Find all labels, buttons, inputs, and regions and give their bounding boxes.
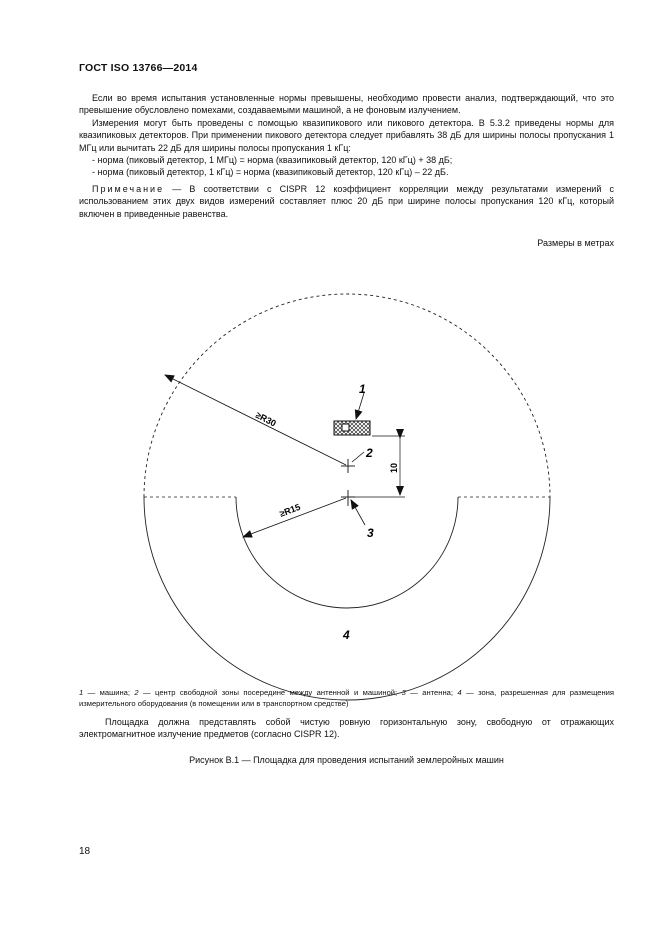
legend-num-4: 4 (457, 688, 462, 697)
legend-text-2: — центр свободной зоны посередине между антенной и машиной; (138, 688, 402, 697)
outer-boundary-upper (144, 294, 550, 497)
legend-num-2: 2 (134, 688, 139, 697)
bullet-2: - норма (пиковый детектор, 1 кГц) = норма (квазипиковый детектор, 120 кГц) – 22 дБ. (92, 167, 449, 178)
figure-legend (79, 688, 614, 709)
item-label-3: 3 (367, 526, 374, 540)
dim-label-r30: ≥R30 (254, 409, 278, 429)
outer-boundary-lower (144, 497, 550, 700)
legend-text-3: — антенна; (405, 688, 458, 697)
legend-text-1: — машина; (83, 688, 135, 697)
leader-2 (352, 452, 364, 462)
units-note: Размеры в метрах (537, 238, 614, 248)
document-header: ГОСТ ISO 13766—2014 (79, 62, 198, 74)
note-label: Примечание (92, 183, 165, 194)
note-text: — В соответствии с CISPR 12 коэффициент корреляции между результатами измерений с использованием этих двух видов измерений составляет плюс 20 дБ при ширине полосы пропускания 120 кГц, который включен в приведенные равенства. (79, 183, 614, 219)
bullet-1: - норма (пиковый детектор, 1 МГц) = норма (квазипиковый детектор, 120 кГц) + 38 дБ; (92, 155, 453, 166)
machine-symbol (334, 421, 370, 435)
r30-radius-line (165, 375, 346, 465)
legend-num-3: 3 (401, 688, 406, 697)
item-label-2: 2 (366, 446, 373, 460)
dim-label-r15: ≥R15 (278, 501, 302, 519)
machine-inner-square (342, 424, 349, 431)
site-requirement-paragraph: Площадка должна представлять собой чистую ровную горизонтальную зону, свободную от отражающих электромагнитное излучение предметов (согласно CISPR 12). (79, 717, 614, 740)
figure-title: Рисунок В.1 — Площадка для проведения испытаний землеройных машин (189, 755, 504, 765)
leader-1 (356, 393, 364, 419)
item-label-1: 1 (359, 382, 366, 396)
legend-text-4: — зона, разрешенная для размещения измерительного оборудования (в помещении или в транспортном средстве) (79, 688, 615, 708)
item-label-4: 4 (343, 628, 350, 642)
paragraph-1: Если во время испытания установленные нормы превышены, необходимо провести анализ, подтверждающий, что это превышение обусловлено помехами, создаваемыми машиной, а не фоновым излучением. (79, 93, 614, 116)
paragraph-2: Измерения могут быть проведены с помощью квазипикового или пикового детектора. В 5.3.2 приведены нормы для квазипиковых детекторов. При применении пикового детектора следует прибавлять 38 дБ для ширины полосы пропускания 1 МГц или вычитать 22 дБ для ширины полосы пропускания 1 кГц: (79, 117, 614, 153)
leader-3 (351, 500, 365, 525)
inner-boundary (236, 497, 458, 608)
legend-num-1: 1 (79, 688, 84, 697)
page-number: 18 (79, 846, 91, 857)
dim-label-10: 10 (389, 462, 399, 473)
